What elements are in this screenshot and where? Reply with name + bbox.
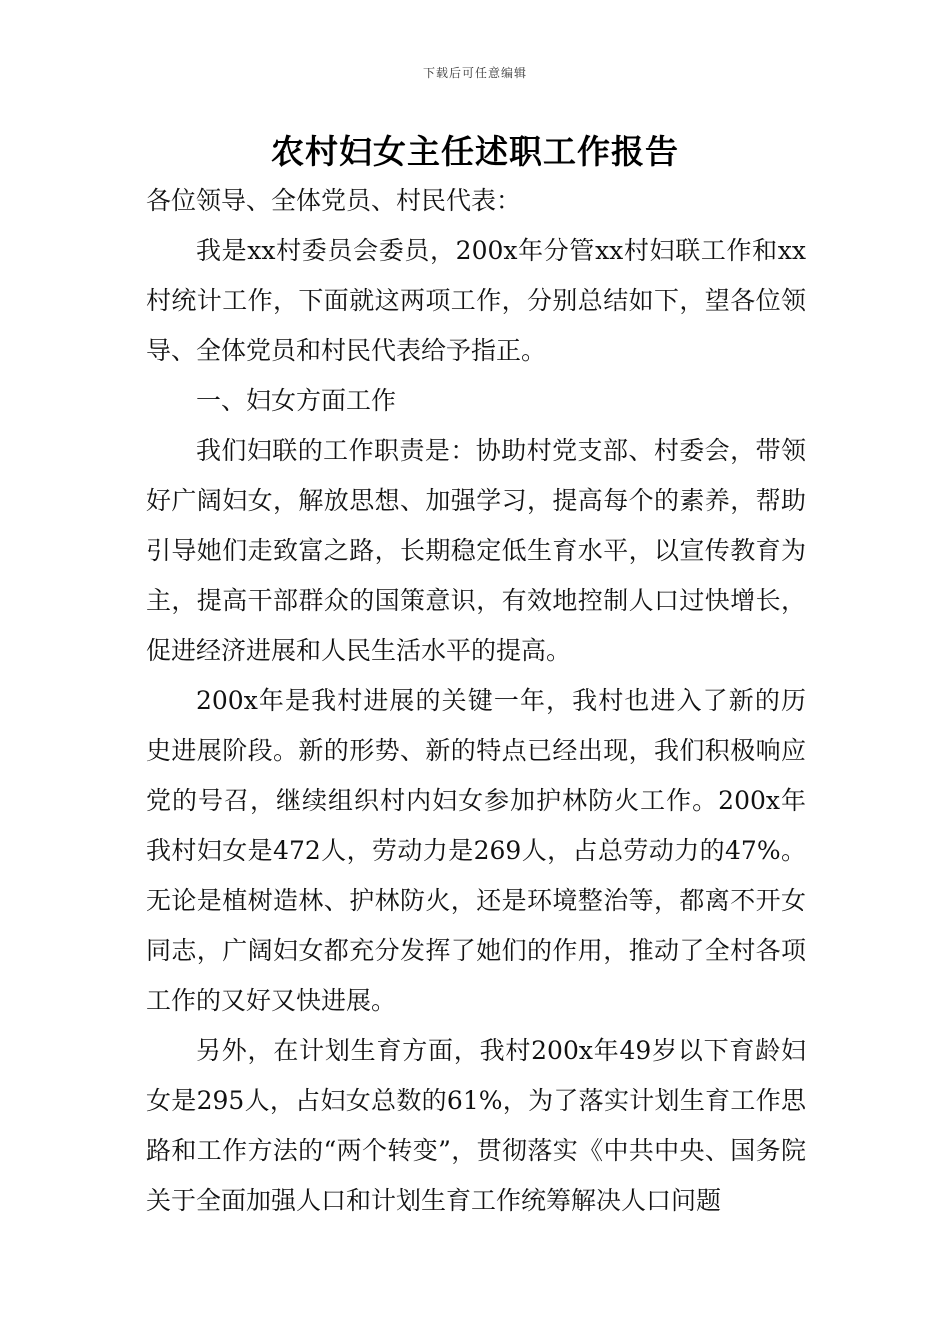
section-heading-women-work: 一、妇女方面工作: [196, 386, 397, 415]
paragraph-intro: 我是xx村委员会委员，200x年分管xx村妇联工作和xx村统计工作，下面就这两项工作，分别总结如下，望各位领导、全体党员和村民代表给予指正。: [146, 236, 806, 365]
paragraph-family-planning: 另外，在计划生育方面，我村200x年49岁以下育龄妇女是295人，占妇女总数的61%，为了落实计划生育工作思路和工作方法的“两个转变”，贯彻落实《中共中央、国务院关于全面加强人口和计划生育工作统筹解决人口问题: [146, 1036, 806, 1215]
header-note: 下载后可任意编辑: [422, 66, 527, 80]
document-title: 农村妇女主任述职工作报告: [271, 132, 679, 171]
paragraph-progress: 200x年是我村进展的关键一年，我村也进入了新的历史进展阶段。新的形势、新的特点已经出现，我们积极响应党的号召，继续组织村内妇女参加护林防火工作。200x年我村妇女是472人，劳动力是269人，占总劳动力的47%。无论是植树造林、护林防火，还是环境整治等，都离不开女同志，广阔妇女都充分发挥了她们的作用，推动了全村各项工作的又好又快进展。: [146, 686, 806, 1015]
salutation: 各位领导、全体党员、村民代表：: [146, 186, 522, 215]
document-body: [146, 176, 806, 1226]
paragraph-duties: 我们妇联的工作职责是：协助村党支部、村委会，带领好广阔妇女，解放思想、加强学习，提高每个的素养，帮助引导她们走致富之路，长期稳定低生育水平，以宣传教育为主，提高干部群众的国策意识，有效地控制人口过快增长，促进经济进展和人民生活水平的提高。: [146, 436, 806, 665]
